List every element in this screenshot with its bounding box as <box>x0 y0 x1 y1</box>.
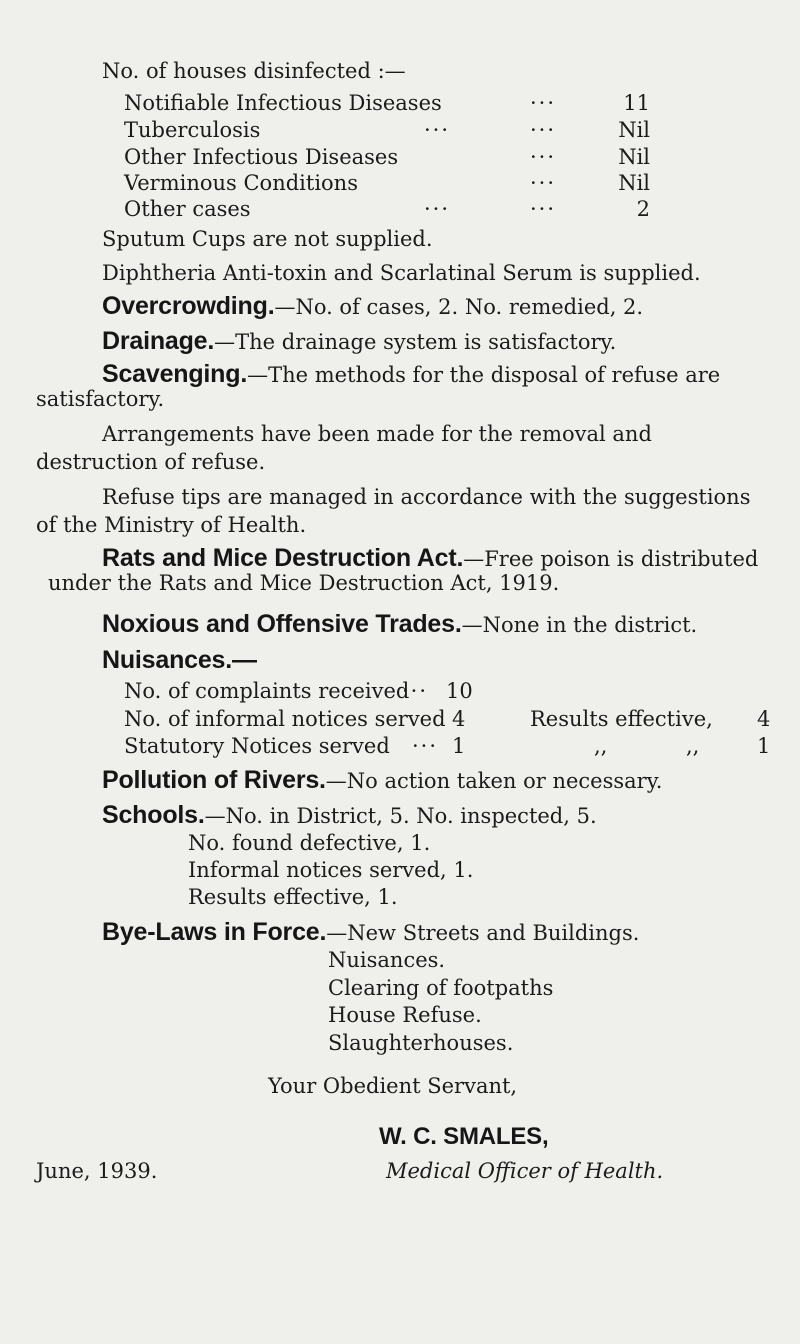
noxious-paragraph <box>102 608 697 641</box>
leader-dots: ··· <box>530 91 557 115</box>
leader-dots: ··· <box>530 145 557 169</box>
nuisance-row-value: 10 <box>446 679 473 703</box>
nuisance-row-value: 1 <box>452 734 466 758</box>
disinfection-row-label: Tuberculosis <box>124 118 261 142</box>
nuisance-row-value: 4 <box>452 707 466 731</box>
nuisance-results-value: 4 <box>757 707 771 731</box>
schools-line: Results effective, 1. <box>188 885 398 909</box>
signatory-title: Medical Officer of Health. <box>386 1159 664 1183</box>
disinfection-row-value: 2 <box>636 197 650 221</box>
refuse-tips-line2: of the Ministry of Health. <box>36 513 307 537</box>
scavenging-text: —The methods for the disposal of refuse are <box>247 363 721 387</box>
salutation: Your Obedient Servant, <box>268 1074 518 1098</box>
refuse-arrangements-line2: destruction of refuse. <box>36 450 266 474</box>
sputum-line: Sputum Cups are not supplied. <box>102 227 433 251</box>
noxious-heading: Noxious and Offensive Trades. <box>102 610 462 638</box>
schools-heading: Schools. <box>102 801 205 829</box>
signature: W. C. SMALES, <box>379 1123 549 1150</box>
drainage-heading: Drainage. <box>102 327 215 355</box>
byelaws-item: House Refuse. <box>328 1003 482 1027</box>
schools-line: Informal notices served, 1. <box>188 858 474 882</box>
byelaws-first-item: —New Streets and Buildings. <box>326 921 640 945</box>
schools-line: No. found defective, 1. <box>188 831 431 855</box>
scavenging-text-cont: satisfactory. <box>36 387 165 411</box>
refuse-arrangements-line1: Arrangements have been made for the removal and <box>102 422 652 446</box>
ditto-mark: ,, <box>594 734 608 758</box>
overcrowding-text: —No. of cases, 2. No. remedied, 2. <box>274 295 644 319</box>
nuisances-heading: Nuisances.— <box>102 646 257 674</box>
nuisance-row-label: No. of informal notices served <box>124 707 446 731</box>
overcrowding-paragraph <box>102 290 643 323</box>
scavenging-paragraph <box>102 358 720 391</box>
leader-dots: ··· <box>424 118 451 142</box>
disinfection-row-label: Notifiable Infectious Diseases <box>124 91 442 115</box>
leader-dots: ··· <box>530 118 557 142</box>
diphtheria-line: Diphtheria Anti-toxin and Scarlatinal Serum is supplied. <box>102 261 701 285</box>
ditto-mark: ,, <box>686 734 700 758</box>
rats-text-cont: under the Rats and Mice Destruction Act, 1919. <box>48 571 560 595</box>
disinfection-row-label: Verminous Conditions <box>124 171 358 195</box>
leader-dots: ··· <box>402 679 429 703</box>
rats-heading: Rats and Mice Destruction Act. <box>102 544 464 572</box>
leader-dots: ··· <box>424 197 451 221</box>
disinfection-row-label: Other Infectious Diseases <box>124 145 399 169</box>
pollution-heading: Pollution of Rivers. <box>102 766 326 794</box>
schools-text: —No. in District, 5. No. inspected, 5. <box>204 804 597 828</box>
byelaws-item: Slaughterhouses. <box>328 1031 514 1055</box>
overcrowding-heading: Overcrowding. <box>102 292 275 320</box>
leader-dots: ··· <box>530 197 557 221</box>
disinfection-row-value: Nil <box>618 171 650 195</box>
scavenging-heading: Scavenging. <box>102 360 248 388</box>
nuisance-results-value: 1 <box>757 734 771 758</box>
schools-paragraph <box>102 799 597 832</box>
disinfection-row-value: 11 <box>623 91 650 115</box>
pollution-paragraph <box>102 764 662 797</box>
byelaws-item: Clearing of footpaths <box>328 976 554 1000</box>
disinfection-row-label: Other cases <box>124 197 251 221</box>
disinfection-heading: No. of houses disinfected :— <box>102 59 406 83</box>
disinfection-row-value: Nil <box>618 145 650 169</box>
nuisance-results-label: Results effective, <box>530 707 713 731</box>
report-date: June, 1939. <box>36 1159 158 1183</box>
disinfection-row-value: Nil <box>618 118 650 142</box>
byelaws-heading: Bye-Laws in Force. <box>102 918 327 946</box>
nuisance-row-label: Statutory Notices served <box>124 734 390 758</box>
nuisance-row-label: No. of complaints received <box>124 679 410 703</box>
noxious-text: —None in the district. <box>461 613 698 637</box>
pollution-text: —No action taken or necessary. <box>325 769 663 793</box>
rats-text: —Free poison is distributed <box>463 547 759 571</box>
byelaws-paragraph <box>102 916 639 949</box>
byelaws-item: Nuisances. <box>328 948 446 972</box>
drainage-paragraph <box>102 325 616 358</box>
drainage-text: —The drainage system is satisfactory. <box>214 330 617 354</box>
leader-dots: ··· <box>530 171 557 195</box>
refuse-tips-line1: Refuse tips are managed in accordance with the suggestions <box>102 485 751 509</box>
leader-dots: ··· <box>412 734 439 758</box>
